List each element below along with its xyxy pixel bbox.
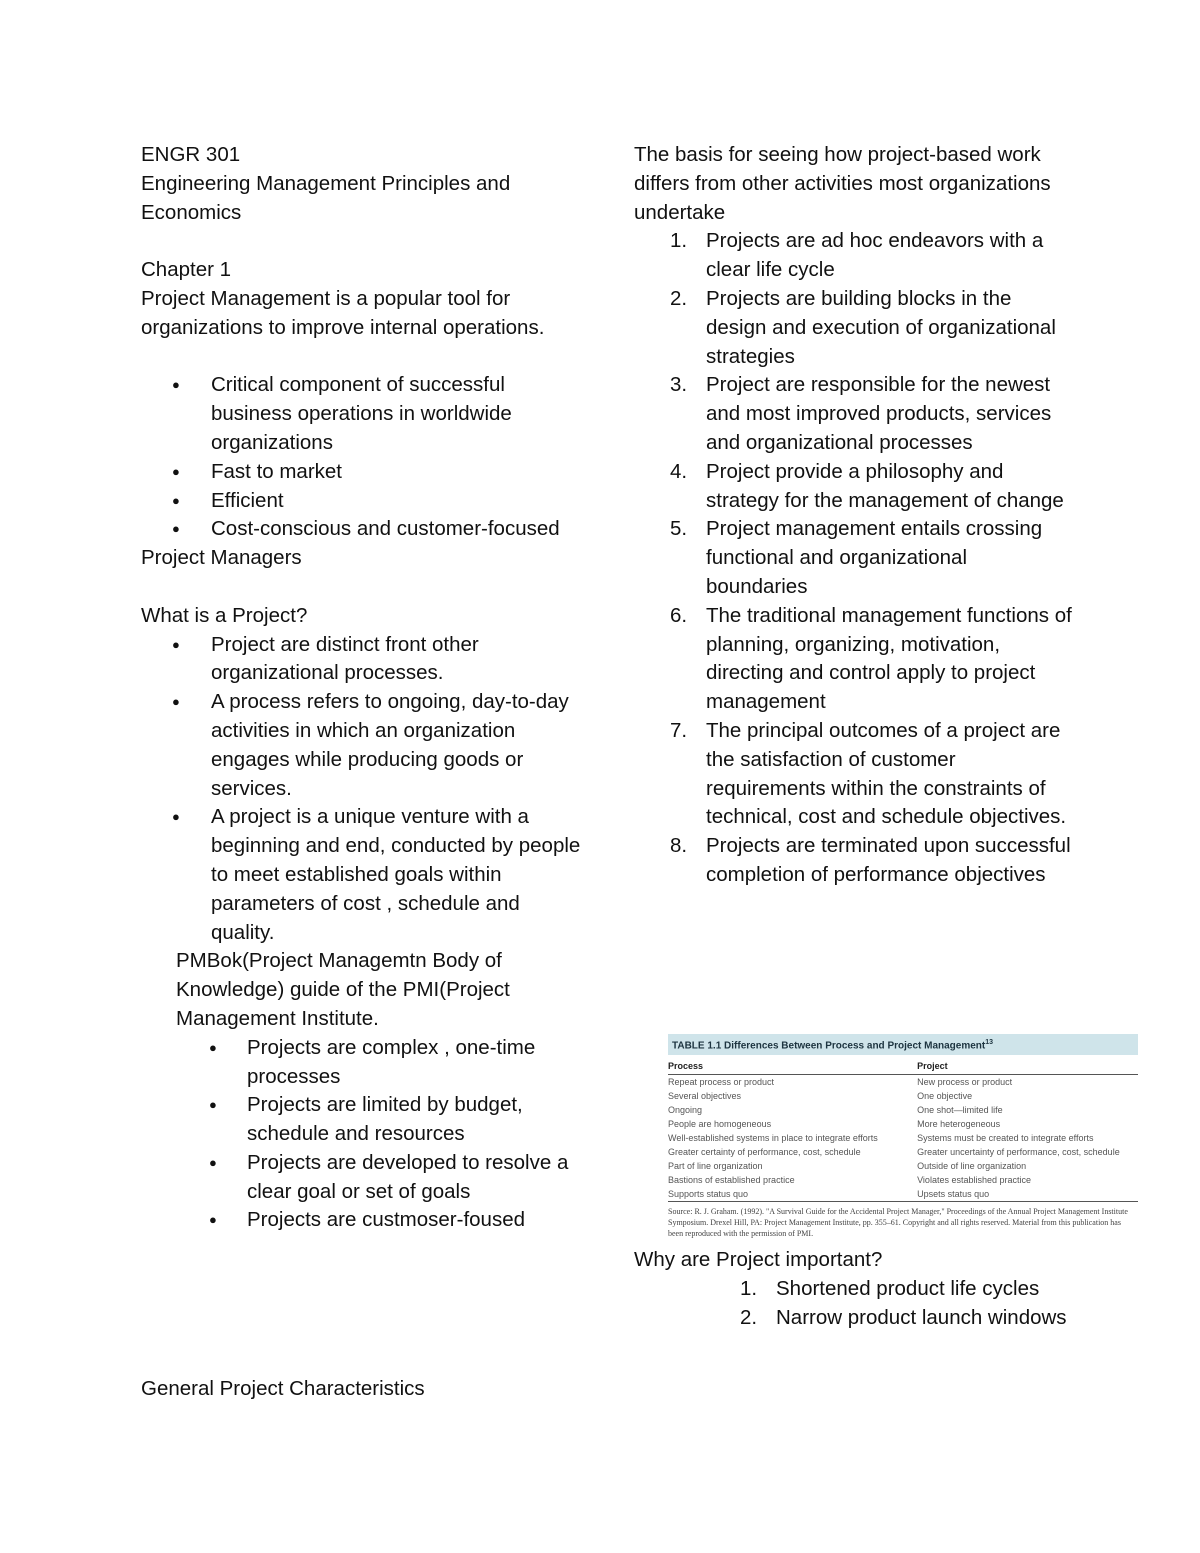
general-characteristics-heading: General Project Characteristics — [141, 1377, 425, 1400]
list-item: 6. The traditional management functions of planning, organizing, motivation, directing and control apply to project management — [670, 603, 1072, 714]
course-title: Engineering Management Principles and Economics — [141, 171, 511, 224]
list-item: ● Efficient — [141, 487, 581, 516]
list-item: ● Project are distinct front other organizational processes. — [141, 631, 581, 689]
list-item: ● A process refers to ongoing, day-to-day activities in which an organization engages while producing goods or services. — [141, 688, 581, 803]
table-title: TABLE 1.1 Differences Between Process and Project Management$^{13}$ — [668, 1034, 1138, 1055]
list-item: ● Projects are complex , one-time processes — [141, 1034, 581, 1092]
course-code: ENGR 301 — [141, 143, 241, 166]
table-row: Part of line organization Outside of line organization — [668, 1161, 1027, 1172]
process-project-table — [668, 1055, 1138, 1202]
column-header-project: Project — [917, 1055, 1138, 1075]
list-item: 2. Narrow product launch windows — [740, 1305, 1067, 1329]
list-item: 2. Projects are building blocks in the design and execution of organizational strategies — [670, 286, 1056, 368]
list-item: ● Critical component of successful business operations in worldwide organizations — [141, 371, 581, 457]
list-item: 7. The principal outcomes of a project are the satisfaction of customer requirements within the constraints of technical, cost and schedule objectives. — [670, 718, 1067, 829]
what-is-project-heading: What is a Project? — [141, 603, 308, 627]
list-item: ● A project is a unique venture with a beginning and end, conducted by people to meet established goals within parameters of cost , schedule and quality. — [141, 803, 581, 947]
list-item: 1. Projects are ad hoc endeavors with a clear life cycle — [670, 229, 1044, 282]
table-row: People are homogeneous More heterogeneous — [668, 1119, 1001, 1130]
list-item: ● Fast to market — [141, 458, 581, 487]
chapter-heading: Chapter 1 — [141, 258, 232, 282]
list-item: ● Projects are custmoser-foused — [141, 1206, 581, 1235]
what-bullet-list — [141, 631, 581, 948]
why-numbered-list — [634, 1275, 1094, 1333]
list-item: ● Projects are limited by budget, schedule and resources — [141, 1091, 581, 1149]
list-item: ● Cost-conscious and customer-focused — [141, 515, 581, 544]
list-item: ● Projects are developed to resolve a clear goal or set of goals — [141, 1149, 581, 1207]
process-vs-project-table-figure — [668, 1034, 1138, 1239]
list-item: 1. Shortened product life cycles — [740, 1276, 1040, 1300]
list-item: 3. Project are responsible for the newest and most improved products, services and organizational processes — [670, 373, 1052, 454]
pmbok-bullet-list — [141, 1034, 581, 1236]
column-header-process: Process — [668, 1055, 917, 1075]
basis-paragraph: The basis for seeing how project-based work differs from other activities most organizations undertake — [634, 143, 1051, 224]
table-row: Ongoing One shot—limited life — [668, 1105, 1003, 1116]
table-source-note: Source: R. J. Graham. (1992). "A Survival Guide for the Accidental Project Manager," Proceedings of the Annual Project Management Institute Symposium. Drexel Hill, PA: Project Management Institute, pp. 355–61. Copyright and all rights reserved. Material from this publication has been reproduced with the permission of PMI. — [668, 1207, 1128, 1239]
basis-numbered-list — [634, 227, 1074, 889]
project-managers-heading: Project Managers — [141, 546, 302, 570]
table-row: Well-established systems in place to integrate efforts Systems must be created to integrate efforts — [668, 1133, 1094, 1144]
table-row: Supports status quo Upsets status quo — [668, 1187, 1138, 1202]
intro-bullet-list — [141, 371, 581, 544]
right-column — [634, 141, 1074, 890]
why-important-section — [634, 1246, 1094, 1332]
pmbok-paragraph: PMBok(Project Managemtn Body of Knowledge) guide of the PMI(Project Management Institute. — [176, 949, 510, 1030]
list-item: 8. Projects are terminated upon successful completion of performance objectives — [670, 834, 1071, 886]
list-item: 4. Project provide a philosophy and strategy for the management of change — [670, 459, 1064, 512]
left-column — [141, 141, 581, 1235]
list-item: 5. Project management entails crossing functional and organizational boundaries — [670, 517, 1043, 598]
table-row: Bastions of established practice Violates established practice — [668, 1175, 1031, 1186]
table-row: Several objectives One objective — [668, 1091, 973, 1102]
intro-paragraph: Project Management is a popular tool for organizations to improve internal operations. — [141, 286, 545, 339]
table-row: Greater certainty of performance, cost, schedule Greater uncertainty of performance, cost, schedule — [668, 1147, 1120, 1158]
table-row: Repeat process or product New process or product — [668, 1077, 1013, 1088]
why-important-heading: Why are Project important? — [634, 1248, 883, 1271]
